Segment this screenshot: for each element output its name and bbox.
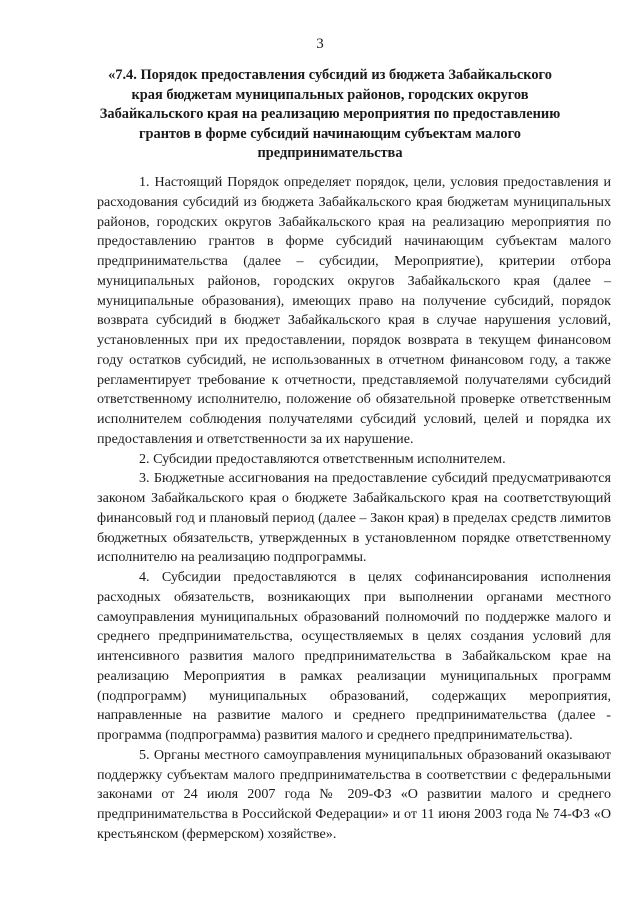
paragraph-4: 4. Субсидии предоставляются в целях софинансирования исполнения расходных обязательств, возникающих при выполнении органами местного самоуправления муниципальных образований полномочий по поддержке малого и среднего предпринимательства, осуществляемых в целях создания условий для интенсивного развития малого предпринимательства в Забайкальском крае на реализацию Мероприятия в рамках реализации муниципальных программ (подпрограмм) муниципальных образований, содержащих мероприятия, направленные на развитие малого и среднего предпринимательства (далее - программа (подпрограмма) развития малого и среднего предпринимательства). bbox=[97, 569, 611, 743]
section-heading: «7.4. Порядок предоставления субсидий из бюджета Забайкальского края бюджетам муниципальных районов, городских округов Забайкальского края на реализацию мероприятия по предоставлению грантов в форме субсидий начинающим субъектам малого предпринимательства bbox=[99, 67, 561, 162]
body-text bbox=[97, 173, 611, 845]
paragraph-2: 2. Субсидии предоставляются ответственным исполнителем. bbox=[139, 450, 506, 467]
page-number: 3 bbox=[316, 36, 324, 52]
paragraph-1: 1. Настоящий Порядок определяет порядок, цели, условия предоставления и расходования субсидий из бюджета Забайкальского края бюджетам муниципальных районов, городских округов Забайкальского края на реализацию мероприятия по предоставлению грантов в форме субсидий начинающим субъектам малого предпринимательства (далее – субсидии, Мероприятие), критерии отбора муниципальных районов, городских округов Забайкальского края (далее – муниципальные образования), имеющих право на получение субсидий, порядок возврата субсидий в бюджет Забайкальского края в случае нарушения условий, установленных при их предоставлении, порядок возврата в текущем финансовом году остатков субсидий, не использованных в отчетном финансовом году, а также регламентирует требование к отчетности, представляемой получателями субсидий ответственному исполнителю, положение об обязательной проверке ответственным исполнителем соблюдения получателями субсидий условий, целей и порядка их предоставления и ответственности за их нарушение. bbox=[97, 174, 611, 447]
paragraph-3: 3. Бюджетные ассигнования на предоставление субсидий предусматриваются законом Забайкальского края о бюджете Забайкальского края на соответствующий финансовый год и плановый период (далее – Закон края) в пределах средств лимитов бюджетных обязательств, утвержденных в установленном порядке ответственному исполнителю на реализацию подпрограммы. bbox=[97, 470, 611, 566]
paragraph-5: 5. Органы местного самоуправления муниципальных образований оказывают поддержку субъектам малого предпринимательства в соответствии с федеральными законами от 24 июля 2007 года № 209-ФЗ «О развитии малого и среднего предпринимательства в Российской Федерации» и от 11 июня 2003 года № 74-ФЗ «О крестьянском (фермерском) хозяйстве». bbox=[97, 746, 611, 842]
